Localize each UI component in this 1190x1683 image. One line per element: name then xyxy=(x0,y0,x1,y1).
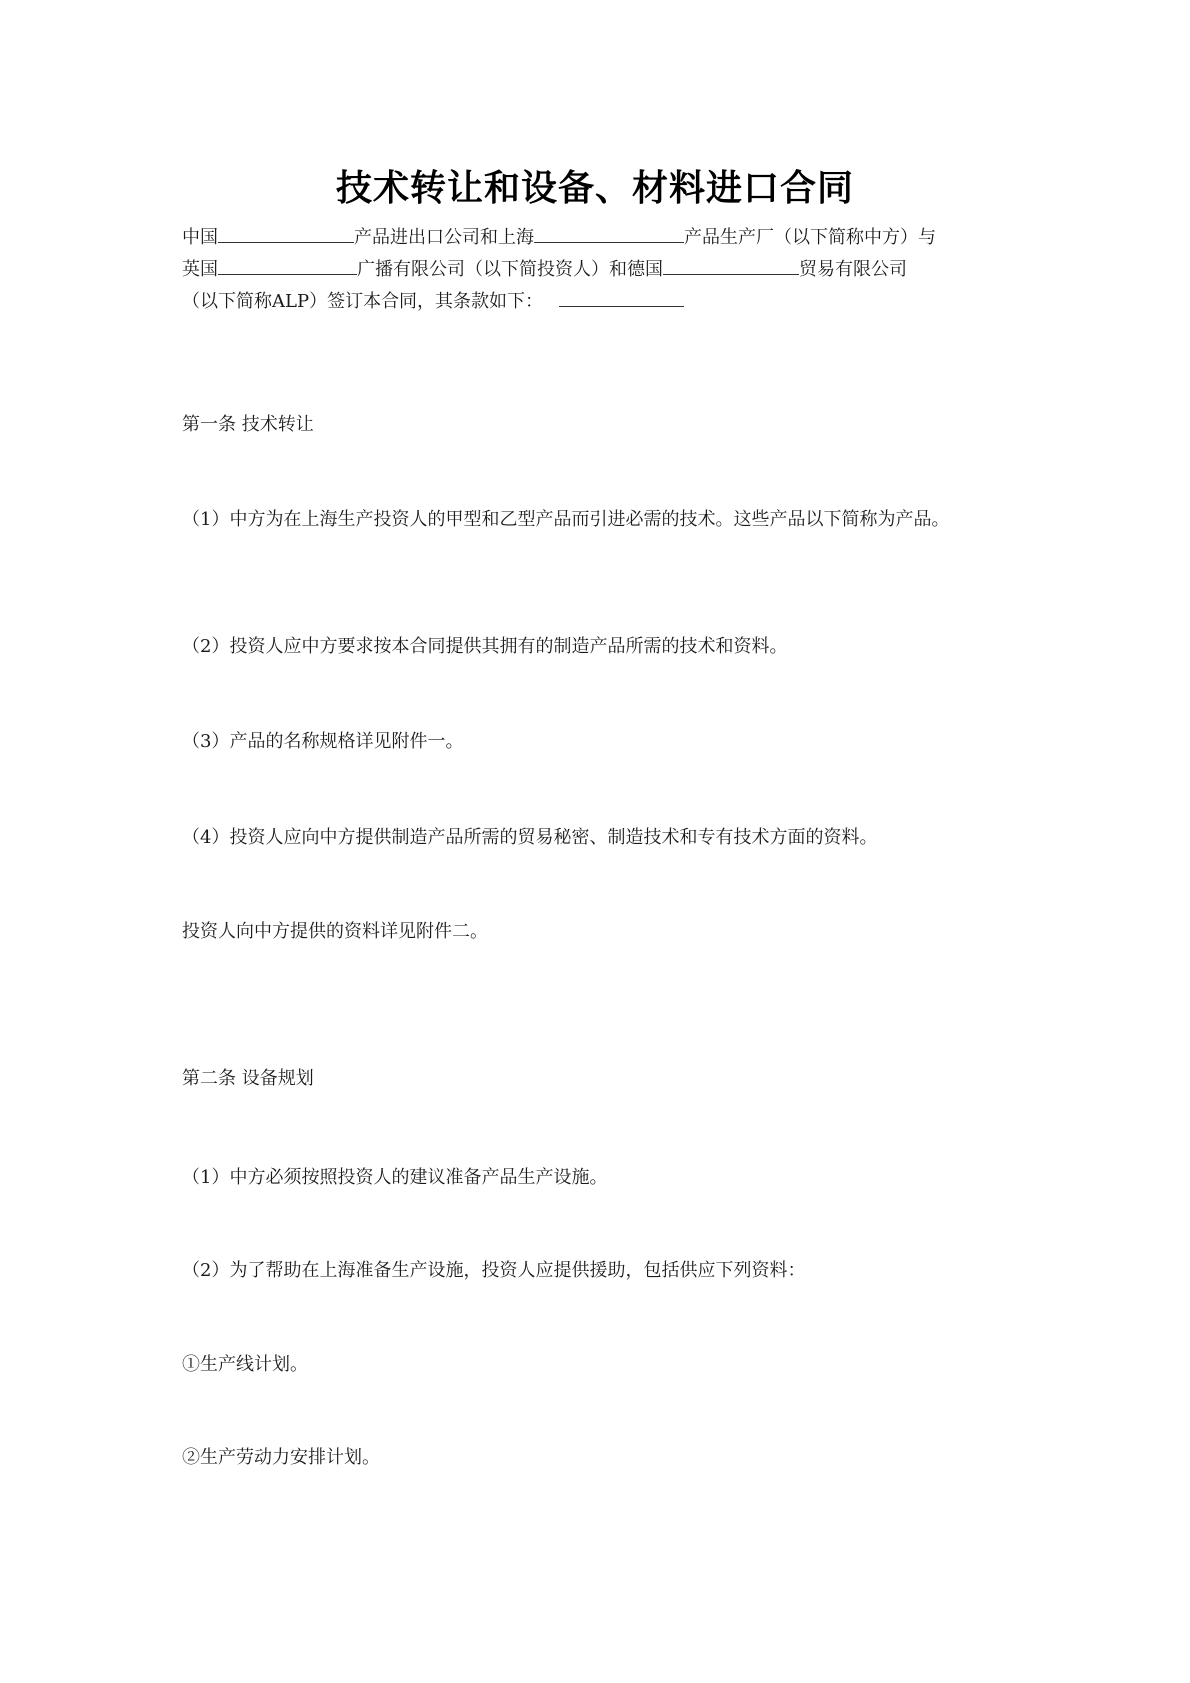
intro-text: 英国 xyxy=(182,259,218,280)
article-1-item-4: （4）投资人应向中方提供制造产品所需的贸易秘密、制造技术和专有技术方面的资料。 xyxy=(182,827,878,848)
intro-text: 广播有限公司（以下简投资人）和德国 xyxy=(357,259,663,280)
intro-text: 产品进出口公司和上海 xyxy=(354,227,534,248)
article-1-note: 投资人向中方提供的资料详见附件二。 xyxy=(182,921,488,942)
article-2-subitem-1: ①生产线计划。 xyxy=(182,1354,308,1375)
fill-in-blank[interactable] xyxy=(218,256,357,275)
article-2-item-2: （2）为了帮助在上海准备生产设施，投资人应提供援助，包括供应下列资料： xyxy=(182,1260,806,1281)
intro-text: （以下简称ALP）签订本合同，其条款如下： xyxy=(182,291,544,312)
intro-line-2 xyxy=(182,256,907,283)
fill-in-blank[interactable] xyxy=(218,224,354,243)
intro-text: 产品生产厂（以下简称中方）与 xyxy=(684,227,936,248)
intro-text: 中国 xyxy=(182,227,218,248)
fill-in-blank[interactable] xyxy=(534,224,684,243)
intro-line-3 xyxy=(182,288,684,315)
article-1-heading: 第一条 技术转让 xyxy=(182,414,314,435)
article-2-subitem-2: ②生产劳动力安排计划。 xyxy=(182,1447,380,1468)
article-1-item-3: （3）产品的名称规格详见附件一。 xyxy=(182,731,464,752)
intro-line-1 xyxy=(182,224,936,251)
intro-text: 贸易有限公司 xyxy=(799,259,907,280)
fill-in-blank[interactable] xyxy=(663,256,799,275)
article-2-item-1: （1）中方必须按照投资人的建议准备产品生产设施。 xyxy=(182,1167,608,1188)
article-2-heading: 第二条 设备规划 xyxy=(182,1068,314,1089)
article-1-item-1: （1）中方为在上海生产投资人的甲型和乙型产品而引进必需的技术。这些产品以下简称为产品。 xyxy=(182,509,950,530)
document-title: 技术转让和设备、材料进口合同 xyxy=(335,168,854,209)
fill-in-blank[interactable] xyxy=(559,288,684,307)
article-1-item-2: （2）投资人应中方要求按本合同提供其拥有的制造产品所需的技术和资料。 xyxy=(182,636,788,657)
